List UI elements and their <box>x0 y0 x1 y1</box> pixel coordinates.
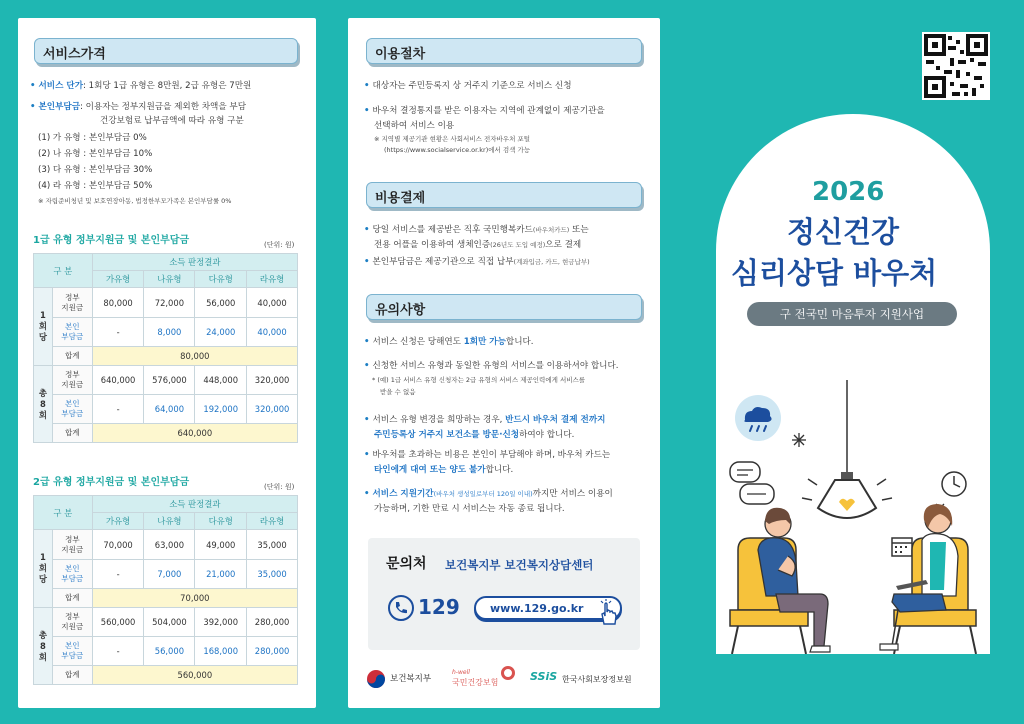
table-cell: 320,000 <box>247 366 298 395</box>
cover-subtitle-pill <box>747 302 957 326</box>
table-cell: 80,000 <box>92 288 144 318</box>
caution-bullet-4: • 바우처를 초과하는 비용은 본인이 부담해야 하며, 바우처 카드는 <box>364 450 611 460</box>
procedure-bullet-2-line2: 선택하여 서비스 이용 <box>374 121 455 131</box>
row-label-self: 본인 부담금 <box>52 318 92 347</box>
table-cell-total: 80,000 <box>92 347 297 366</box>
table-cell: 35,000 <box>247 560 298 589</box>
table-cell: 70,000 <box>92 530 144 560</box>
table-cell: 56,000 <box>195 288 247 318</box>
table-cell: 448,000 <box>195 366 247 395</box>
caution-bullet-5: • 서비스 지원기간(바우처 생성일로부터 120일 이내)까지만 서비스 이용이 <box>364 489 613 499</box>
row-label-total: 합계 <box>52 666 92 685</box>
procedure-bullet-2: • 바우처 결정통지를 받은 이용자는 지역에 관계없이 제공기관을 <box>364 106 605 116</box>
logo-ssis-mark: SSiS <box>530 670 558 683</box>
row-label-self: 본인 부담금 <box>52 560 92 589</box>
phone-icon <box>388 595 414 621</box>
table-cell: 35,000 <box>247 530 298 560</box>
caution-bullet-1: • 서비스 신청은 당해연도 1회만 가능합니다. <box>364 337 534 347</box>
table-cell: 192,000 <box>195 395 247 424</box>
caution-note-2: 받을 수 없음 <box>380 388 416 396</box>
table-cell: 64,000 <box>144 395 195 424</box>
contact-org: 보건복지부 보건복지상담센터 <box>445 558 594 572</box>
table-cell: - <box>92 560 144 589</box>
table-cell: 21,000 <box>195 560 247 589</box>
row-group-total8: 총 8 회 <box>34 366 53 443</box>
cover-year: 2026 <box>812 177 885 207</box>
caution-bullet-3: • 서비스 유형 변경을 희망하는 경우, 반드시 바우처 결제 전까지 <box>364 415 606 425</box>
table-cell: 8,000 <box>144 318 195 347</box>
table2-unit: (단위: 원) <box>264 483 295 491</box>
caution-bullet-4-line2: 타인에게 대여 또는 양도 불가합니다. <box>374 465 514 475</box>
table-header-type: 나유형 <box>144 513 195 530</box>
payment-bullet-2: • 본인부담금은 제공기관으로 직접 납부(계좌입금, 카드, 현금납부) <box>364 257 590 267</box>
table-cell: 504,000 <box>144 608 195 637</box>
qr-code[interactable] <box>922 32 990 100</box>
table-cell: - <box>92 318 144 347</box>
table-header-type: 다유형 <box>195 271 247 288</box>
type-na: (2) 나 유형 : 본인부담금 10% <box>38 149 153 159</box>
table-cell: 24,000 <box>195 318 247 347</box>
row-label-total: 합계 <box>52 424 92 443</box>
table1-unit: (단위: 원) <box>264 241 295 249</box>
price-bullet-unit: • 서비스 단가: 1회당 1급 유형은 8만원, 2급 유형은 7만원 <box>30 81 252 91</box>
table2-title: 2급 유형 정부지원금 및 본인부담금 <box>33 477 190 488</box>
fee-table-grade2 <box>33 495 298 685</box>
table-cell: 7,000 <box>144 560 195 589</box>
procedure-note-1: ※ 지역별 제공기관 현황은 사회서비스 전자바우처 포털 <box>374 135 530 143</box>
row-label-total: 합계 <box>52 347 92 366</box>
table-cell: 392,000 <box>195 608 247 637</box>
cover-title-line2: 심리상담 바우처 <box>731 256 938 290</box>
table-cell: 280,000 <box>247 608 298 637</box>
logo-ssis: 한국사회보장정보원 <box>562 675 632 684</box>
table-cell: 280,000 <box>247 637 298 666</box>
taegeuk-logo-icon <box>366 669 386 689</box>
table-header-type: 가유형 <box>92 271 144 288</box>
table-header-group: 구 분 <box>34 496 93 530</box>
section-title-caution: 유의사항 <box>366 294 642 320</box>
caution-note-1: * (예) 1급 서비스 유형 신청자는 2급 유형의 서비스 제공인력에게 서비스를 <box>372 376 586 384</box>
price-bullet-copay-line2: 건강보험료 납부금액에 따라 유형 구분 <box>100 116 244 126</box>
contact-label: 문의처 <box>386 556 427 572</box>
table-cell: 40,000 <box>247 318 298 347</box>
table-cell: 72,000 <box>144 288 195 318</box>
phone-number[interactable]: 129 <box>418 595 460 619</box>
table-header-type: 라유형 <box>247 271 298 288</box>
table-cell: 640,000 <box>92 366 144 395</box>
table-cell: 320,000 <box>247 395 298 424</box>
row-group-once: 1 회 당 <box>34 530 53 608</box>
table-cell: 63,000 <box>144 530 195 560</box>
caution-bullet-3-line2: 주민등록상 거주지 보건소를 방문·신청하여야 합니다. <box>374 430 575 440</box>
type-ga: (1) 가 유형 : 본인부담금 0% <box>38 133 147 143</box>
row-label-gov: 정부 지원금 <box>52 366 92 395</box>
procedure-bullet-1: • 대상자는 주민등록지 상 거주지 기준으로 서비스 신청 <box>364 81 572 91</box>
section-title-procedure: 이용절차 <box>366 38 642 64</box>
payment-bullet-1-line2: 전용 어플을 이용하여 생체인증(26년도 도입 예정)으로 결제 <box>374 240 582 250</box>
table-header-type: 라유형 <box>247 513 298 530</box>
logo-mohw: 보건복지부 <box>390 674 432 684</box>
nhis-logo-icon <box>501 666 515 680</box>
table-cell: - <box>92 395 144 424</box>
table-cell: 168,000 <box>195 637 247 666</box>
section-title-payment: 비용결제 <box>366 182 642 208</box>
row-label-gov: 정부 지원금 <box>52 288 92 318</box>
price-bullet-copay: • 본인부담금: 이용자는 정부지원금을 제외한 차액을 부담 <box>30 102 246 112</box>
payment-bullet-1: • 당일 서비스를 제공받은 직후 국민행복카드(바우처카드) 또는 <box>364 225 589 235</box>
cover-title-line1: 정신건강 <box>787 215 900 249</box>
row-group-once: 1 회 당 <box>34 288 53 366</box>
fee-table-grade1 <box>33 253 298 443</box>
table-cell: 560,000 <box>92 608 144 637</box>
caution-bullet-2: • 신청한 서비스 유형과 동일한 유형의 서비스를 이용하셔야 합니다. <box>364 361 619 371</box>
website-url: www.129.go.kr <box>490 602 584 615</box>
table1-title: 1급 유형 정부지원금 및 본인부담금 <box>33 235 190 246</box>
row-label-total: 합계 <box>52 589 92 608</box>
logo-nhis: 국민건강보험 <box>452 678 499 687</box>
table-header-type: 다유형 <box>195 513 247 530</box>
table-header-income: 소득 판정결과 <box>92 254 297 271</box>
table-cell-total: 70,000 <box>92 589 297 608</box>
table-cell: 40,000 <box>247 288 298 318</box>
table-cell: - <box>92 637 144 666</box>
type-da: (3) 다 유형 : 본인부담금 30% <box>38 165 153 175</box>
table-cell: 576,000 <box>144 366 195 395</box>
table-header-type: 가유형 <box>92 513 144 530</box>
table-cell: 56,000 <box>144 637 195 666</box>
table-cell-total: 640,000 <box>92 424 297 443</box>
section-title-price: 서비스가격 <box>34 38 298 64</box>
logo-nhis-mark: h-well <box>452 669 470 676</box>
table-cell: 49,000 <box>195 530 247 560</box>
type-ra: (4) 라 유형 : 본인부담금 50% <box>38 181 153 191</box>
cover-subtitle: 구 전국민 마음투자 지원사업 <box>779 307 925 321</box>
types-note: ※ 자립준비청년 및 보호연장아동, 법정한부모가족은 본인부담률 0% <box>38 197 232 205</box>
table-header-type: 나유형 <box>144 271 195 288</box>
caution-bullet-5-line2: 가능하며, 기한 만료 시 서비스는 자동 종료 됩니다. <box>374 504 565 514</box>
row-label-self: 본인 부담금 <box>52 395 92 424</box>
table-cell-total: 560,000 <box>92 666 297 685</box>
counseling-illustration <box>716 380 990 654</box>
row-group-total8: 총 8 회 <box>34 608 53 685</box>
row-label-gov: 정부 지원금 <box>52 530 92 560</box>
row-label-gov: 정부 지원금 <box>52 608 92 637</box>
table-header-group: 구 분 <box>34 254 93 288</box>
row-label-self: 본인 부담금 <box>52 637 92 666</box>
procedure-note-2: (https://www.socialservice.or.kr)에서 검색 가능 <box>384 146 531 154</box>
cursor-hand-icon <box>598 598 620 626</box>
table-header-income: 소득 판정결과 <box>92 496 297 513</box>
